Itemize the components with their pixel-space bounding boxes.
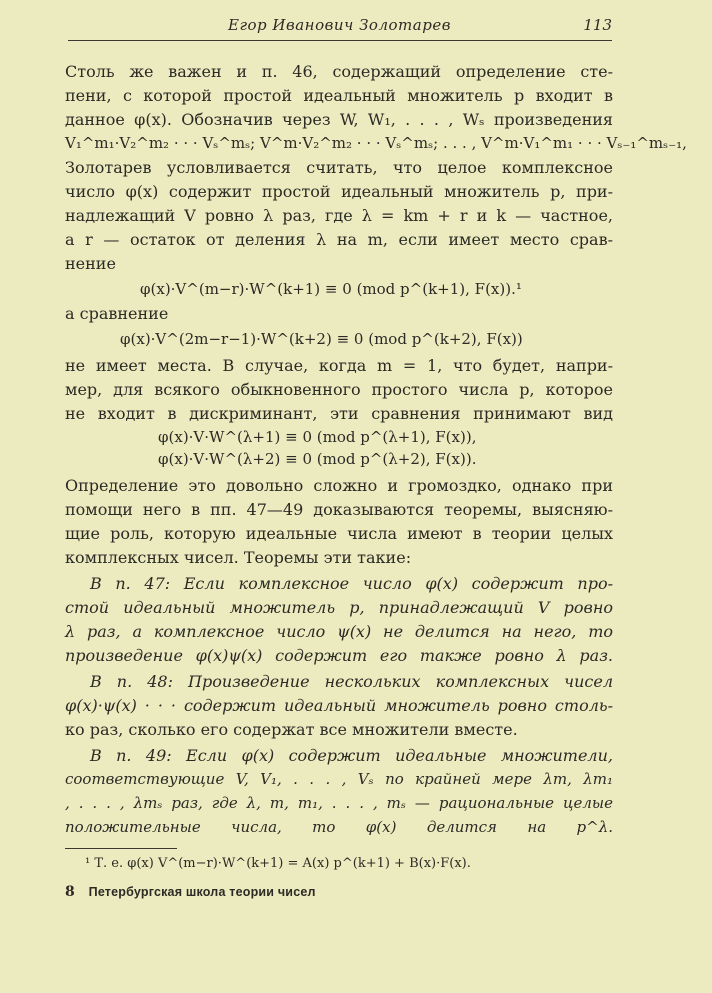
text-line: данное φ(x). Обозначив через W, W₁, . . . , Wₛ произведения — [65, 110, 613, 129]
formula-2: φ(x)·V^(2m−r−1)·W^(k+2) ≡ 0 (mod p^(k+2), F(x)) — [120, 330, 523, 348]
running-header — [68, 14, 612, 41]
theorem-47-line: λ раз, а комплексное число ψ(x) не делится на него, то — [65, 622, 613, 641]
formula-4: φ(x)·V·W^(λ+2) ≡ 0 (mod p^(λ+2), F(x)). — [158, 450, 477, 468]
theorem-47-line: В п. 47: Если комплексное число φ(x) содержит про- — [90, 574, 613, 593]
page-number: 113 — [583, 16, 612, 34]
theorem-49-line: соответствующие V, V₁, . . . , Vₛ по крайней мере λm, λm₁ — [65, 770, 613, 788]
formula-3: φ(x)·V·W^(λ+1) ≡ 0 (mod p^(λ+1), F(x)), — [158, 428, 477, 446]
signature-text: Петербургская школа теории чисел — [88, 885, 316, 899]
text-line: надлежащий V ровно λ раз, где λ = km + r и k — частное, — [65, 206, 613, 225]
text-line: пени, с которой простой идеальный множитель p входит в — [65, 86, 613, 105]
theorem-48-line: В п. 48: Произведение нескольких комплексных чисел — [90, 672, 613, 691]
header-author: Егор Иванович Золотарев — [228, 16, 451, 34]
text-line: помощи него в пп. 47—49 доказываются теоремы, выясняю- — [65, 500, 613, 519]
formula-line: V₁^m₁·V₂^m₂ · · · Vₛ^mₛ; V^m·V₂^m₂ · · · Vₛ^mₛ; . . . , V^m·V₁^m₁ · · · Vₛ₋₁^mₛ₋₁, — [65, 134, 687, 152]
text-line: мер, для всякого обыкновенного простого числа p, которое — [65, 380, 613, 399]
text-line: не имеет места. В случае, когда m = 1, что будет, напри- — [65, 356, 613, 375]
text-line: Столь же важен и п. 46, содержащий определение сте- — [65, 62, 613, 81]
text-line: Определение это довольно сложно и громоздко, однако при — [65, 476, 613, 495]
theorem-47-line: произведение φ(x)ψ(x) содержит его также ровно λ раз. — [65, 646, 613, 665]
text-line: щие роль, которую идеальные числа имеют в теории целых — [65, 524, 613, 543]
theorem-48-line: ко раз, сколько его содержат все множители вместе. — [65, 720, 518, 739]
text-line: нение — [65, 254, 116, 273]
signature-number: 8 — [65, 884, 75, 900]
theorem-49-line: В п. 49: Если φ(x) содержит идеальные множители, — [90, 746, 613, 765]
text-line: Золотарев условливается считать, что целое комплексное — [65, 158, 613, 177]
text-line: а r — остаток от деления λ на m, если имеет место срав- — [65, 230, 613, 249]
theorem-47-line: стой идеальный множитель p, принадлежащий V ровно — [65, 598, 613, 617]
text-line: комплексных чисел. Теоремы эти такие: — [65, 548, 412, 567]
theorem-48-line: φ(x)·ψ(x) · · · содержит идеальный множитель ровно столь- — [65, 696, 613, 715]
footnote: ¹ Т. е. φ(x) V^(m−r)·W^(k+1) = A(x) p^(k+1) + B(x)·F(x). — [85, 856, 471, 871]
text-line: не входит в дискриминант, эти сравнения принимают вид — [65, 404, 613, 423]
text-line: а сравнение — [65, 304, 169, 323]
footnote-rule — [65, 848, 177, 849]
formula-1: φ(x)·V^(m−r)·W^(k+1) ≡ 0 (mod p^(k+1), F(x)).¹ — [140, 280, 522, 298]
text-line: число φ(x) содержит простой идеальный множитель p, при- — [65, 182, 613, 201]
theorem-49-line: , . . . , λmₛ раз, где λ, m, m₁, . . . , mₛ — рациональные целые — [65, 794, 613, 812]
signature-line — [65, 884, 316, 900]
theorem-49-line: положительные числа, то φ(x) делится на p^λ. — [65, 818, 613, 836]
